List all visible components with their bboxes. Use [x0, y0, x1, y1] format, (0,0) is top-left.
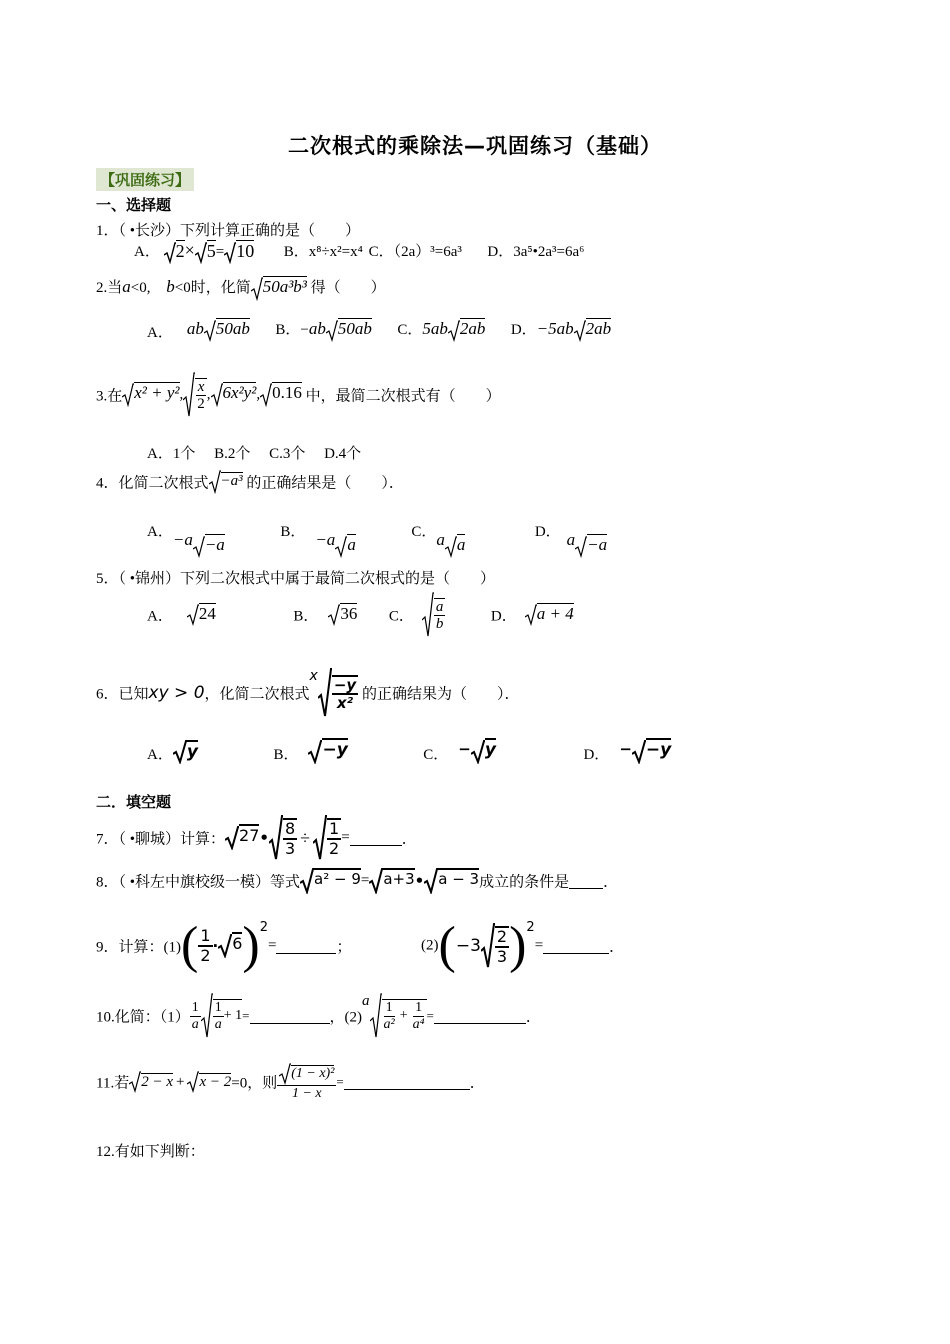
question-11-stem: 11.若 2 − x + x − 2=0，则 $\frac{\text{(1 − x)²}}{1 - x}$ = ． [96, 1063, 485, 1101]
sqrt-5: 5 [195, 241, 216, 265]
answer-blank[interactable] [350, 831, 402, 846]
sqrt-0-16: 0.16 [260, 383, 302, 407]
sqrt-a: a [445, 535, 466, 558]
sqrt-neg-y: −y [308, 740, 347, 764]
sqrt-a-plus-4: a + 4 [525, 604, 574, 627]
sqrt-x-minus-2: x − 2 [187, 1071, 231, 1093]
sqrt-10: 10 [224, 241, 254, 265]
sqrt-a2-minus-9: a² − 9 [300, 868, 361, 894]
sqrt-1-over-2: $\frac{1}{2}$ [313, 815, 341, 861]
section-heading-choice: 一、选择题 [96, 196, 172, 214]
sqrt-50ab: 50ab [204, 319, 250, 342]
option-b: B．x⁸÷x²=x⁴ [283, 244, 363, 260]
option-d: D．3a⁵•2a³=6a⁶ [487, 244, 585, 260]
question-8-stem: 8．（ •科左中旗校级一模）等式 a² − 9= a+3• a − 3成立的条件是 ． [96, 868, 618, 894]
sqrt-neg-a: −a [193, 535, 225, 558]
sqrt-y: y [471, 740, 496, 764]
question-5-options: A． 24 B． 36 C． $\frac{a}{b}$ D． a + 4 [147, 592, 574, 638]
question-6-stem: 6．已知xy > 0，化简二次根式x $\frac{-y}{\text{x²}}$ 的正确结果为（ ）． [96, 668, 519, 718]
option-label: A． [134, 244, 160, 260]
question-10-stem: 10.化简：（1） $\frac{1}{a}$ $\frac{1}{a}$ + 1= ，(2)a $\frac{1}{\text{a²}}$ + $\frac{1}{\text{a⁴}}$ = ． [96, 993, 541, 1039]
answer-blank[interactable] [434, 1009, 526, 1024]
sqrt-neg-y-over-x2: $\frac{-y}{\text{x²}}$ [318, 668, 358, 718]
question-2-options: A． ab 50ab B．−ab 50ab C．5ab 2ab D．−5ab 2ab [147, 319, 612, 341]
answer-blank[interactable] [569, 874, 603, 889]
question-4-options: A．−a −a B． −a a C．a a D． a −a [147, 520, 607, 558]
sqrt-50ab: 50ab [326, 319, 372, 342]
sqrt-a-minus-3: a − 3 [424, 868, 479, 894]
answer-blank[interactable] [250, 1009, 330, 1024]
sqrt-a: a [335, 535, 356, 558]
question-5-stem: 5．（ •锦州）下列二次根式中属于最简二次根式的是（ ） [96, 571, 496, 587]
sqrt-a-over-b: $\frac{a}{b}$ [422, 592, 446, 638]
question-4-stem: 4．化简二次根式 −a³ 的正确结果是（ ）． [96, 470, 404, 494]
sqrt-x2-plus-y2: x² + y² [122, 383, 179, 407]
sqrt-6x2y2: 6x²y² [211, 383, 257, 407]
sqrt-2-over-3: $\frac{2}{3}$ [481, 923, 509, 969]
sqrt-24: 24 [187, 604, 216, 627]
sqrt-neg-y: −y [632, 740, 671, 764]
sqrt-1-over-a2-plus-1-over-a4: $\frac{1}{\text{a²}}$ + $\frac{1}{\text{a⁴}}$ [370, 993, 427, 1039]
sqrt-neg-a: −a [575, 535, 607, 558]
answer-blank[interactable] [543, 939, 609, 954]
answer-blank[interactable] [344, 1075, 470, 1090]
question-2-stem: 2.当a<0, b<0时，化简 50a³b³ 得（ ） [96, 276, 386, 301]
sqrt-8-over-3: $\frac{8}{3}$ [269, 815, 297, 861]
question-12-stem: 12.有如下判断： [96, 1144, 205, 1160]
question-6-options: A． y B． −y C． − y D． − −y [147, 740, 672, 763]
question-3-options: A．1个 B.2个 C.3个 D.4个 [147, 446, 362, 462]
sqrt-2: 2 [164, 241, 185, 265]
sqrt-50a3b3: 50a³b³ [251, 277, 307, 301]
sqrt-y: y [173, 740, 198, 764]
sqrt-1-over-a-plus-1: $\frac{1}{a}$ + 1 [201, 993, 242, 1039]
section-badge: 【巩固练习】 [96, 168, 194, 191]
sqrt-x-over-2: $\frac{x}{2}$ [183, 372, 207, 418]
sqrt-1-minus-x-squared: (1 − x)² [279, 1063, 334, 1085]
question-1-options: A． 2× 5= 10 B．x⁸÷x²=x⁴ C．（2a）³=6a³ D．3a⁵•2a³=6a⁶ [134, 240, 584, 264]
option-c: C．（2a）³=6a³ [368, 244, 462, 260]
answer-blank[interactable] [276, 939, 336, 954]
sqrt-neg-a3: −a³ [209, 470, 243, 494]
sqrt-2ab: 2ab [574, 319, 612, 342]
question-1-stem: 1．（ •长沙）下列计算正确的是（ ） [96, 223, 361, 239]
section-heading-fill: 二．填空题 [96, 793, 172, 811]
sqrt-36: 36 [328, 604, 357, 627]
question-7-stem: 7．（ •聊城）计算： 27• $\frac{8}{3}$ ÷ $\frac{1}{2}$ = ． [96, 815, 417, 861]
sqrt-6: 6 [218, 934, 242, 958]
sqrt-27: 27 [225, 826, 259, 850]
sqrt-a-plus-3: a+3 [369, 868, 414, 894]
page-title: 二次根式的乘除法—巩固练习（基础） [288, 134, 662, 158]
sqrt-2-minus-x: 2 − x [129, 1071, 173, 1093]
question-9-stem: 9．计算：(1)( $\frac{1}{2}$ · 6)2= ； (2)(−3 $\frac{2}{3}$ )2= ． [96, 917, 625, 974]
sqrt-2ab: 2ab [448, 319, 486, 342]
question-3-stem: 3.在 x² + y², $\frac{x}{2}$ , 6x²y², 0.16 中，最简二次根式有（ ） [96, 372, 501, 418]
